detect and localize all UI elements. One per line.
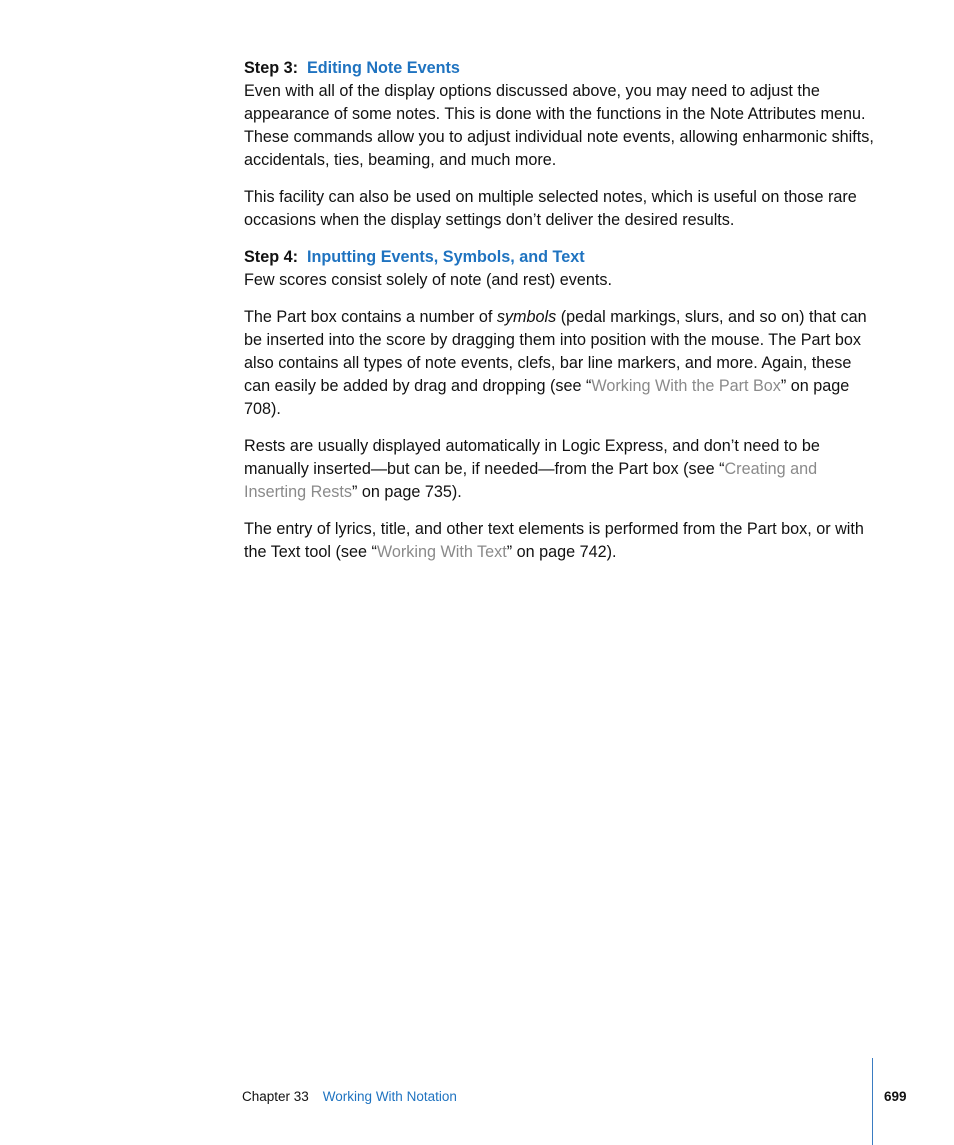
step-3-paragraph-1: Even with all of the display options discussed above, you may need to adjust the appearance of some notes. This is done with the functions in the Note Attributes menu. These commands allow you to adjust individual note events, allowing enharmonic shifts, accidentals, ties, beaming, and much more. [244, 82, 874, 169]
text-run: ” on page 735). [351, 483, 462, 501]
text-run: The entry of lyrics, title, and other text elements is performed from the Part box, or with the Text tool (see “ [244, 520, 864, 561]
xref-link-inserting-rests[interactable]: Creating and Inserting Rests [244, 460, 818, 501]
text-run: ” on page 742). [506, 543, 617, 561]
text-run: Rests are usually displayed automatically in Logic Express, and don’t need to be manually inserted—but can be, if needed—from the Part box (see “ [244, 437, 820, 478]
step-4-paragraph-1: Few scores consist solely of note (and rest) events. [244, 271, 612, 289]
step-3-label: Step 3: [244, 59, 298, 77]
step-4-paragraph-2 [244, 306, 874, 421]
footer-divider [872, 1058, 873, 1145]
step-3-paragraph-2: This facility can also be used on multiple selected notes, which is useful on those rare occasions when the display settings don’t deliver the desired results. [244, 188, 857, 229]
step-3-heading [244, 57, 874, 80]
page-body [244, 57, 874, 578]
xref-link-part-box[interactable]: Working With the Part Box [591, 377, 781, 395]
step-4-paragraph-4 [244, 518, 874, 564]
step-4-label: Step 4: [244, 248, 298, 266]
emphasis-text: symbols [496, 308, 557, 326]
step-3-title-link[interactable]: Editing Note Events [306, 59, 460, 77]
text-run: (pedal markings, slurs, and so on) that can be inserted into the score by dragging them into position with the mouse. The Part box also contains all types of note events, clefs, bar line markers, and more. Again, these can easily be added by drag and dropping (see “ [244, 308, 867, 395]
footer-chapter-number: Chapter 33 [242, 1089, 309, 1104]
footer-chapter-title-link[interactable]: Working With Notation [322, 1089, 457, 1104]
page-number: 699 [884, 1089, 907, 1104]
text-run: ” on page 708). [244, 377, 850, 418]
step-4-heading [244, 246, 874, 269]
step-4-paragraph-3 [244, 435, 874, 504]
footer-chapter [242, 1088, 457, 1106]
step-4-title-link[interactable]: Inputting Events, Symbols, and Text [306, 248, 585, 266]
xref-link-working-with-text[interactable]: Working With Text [376, 543, 507, 561]
text-run: The Part box contains a number of [244, 308, 497, 326]
